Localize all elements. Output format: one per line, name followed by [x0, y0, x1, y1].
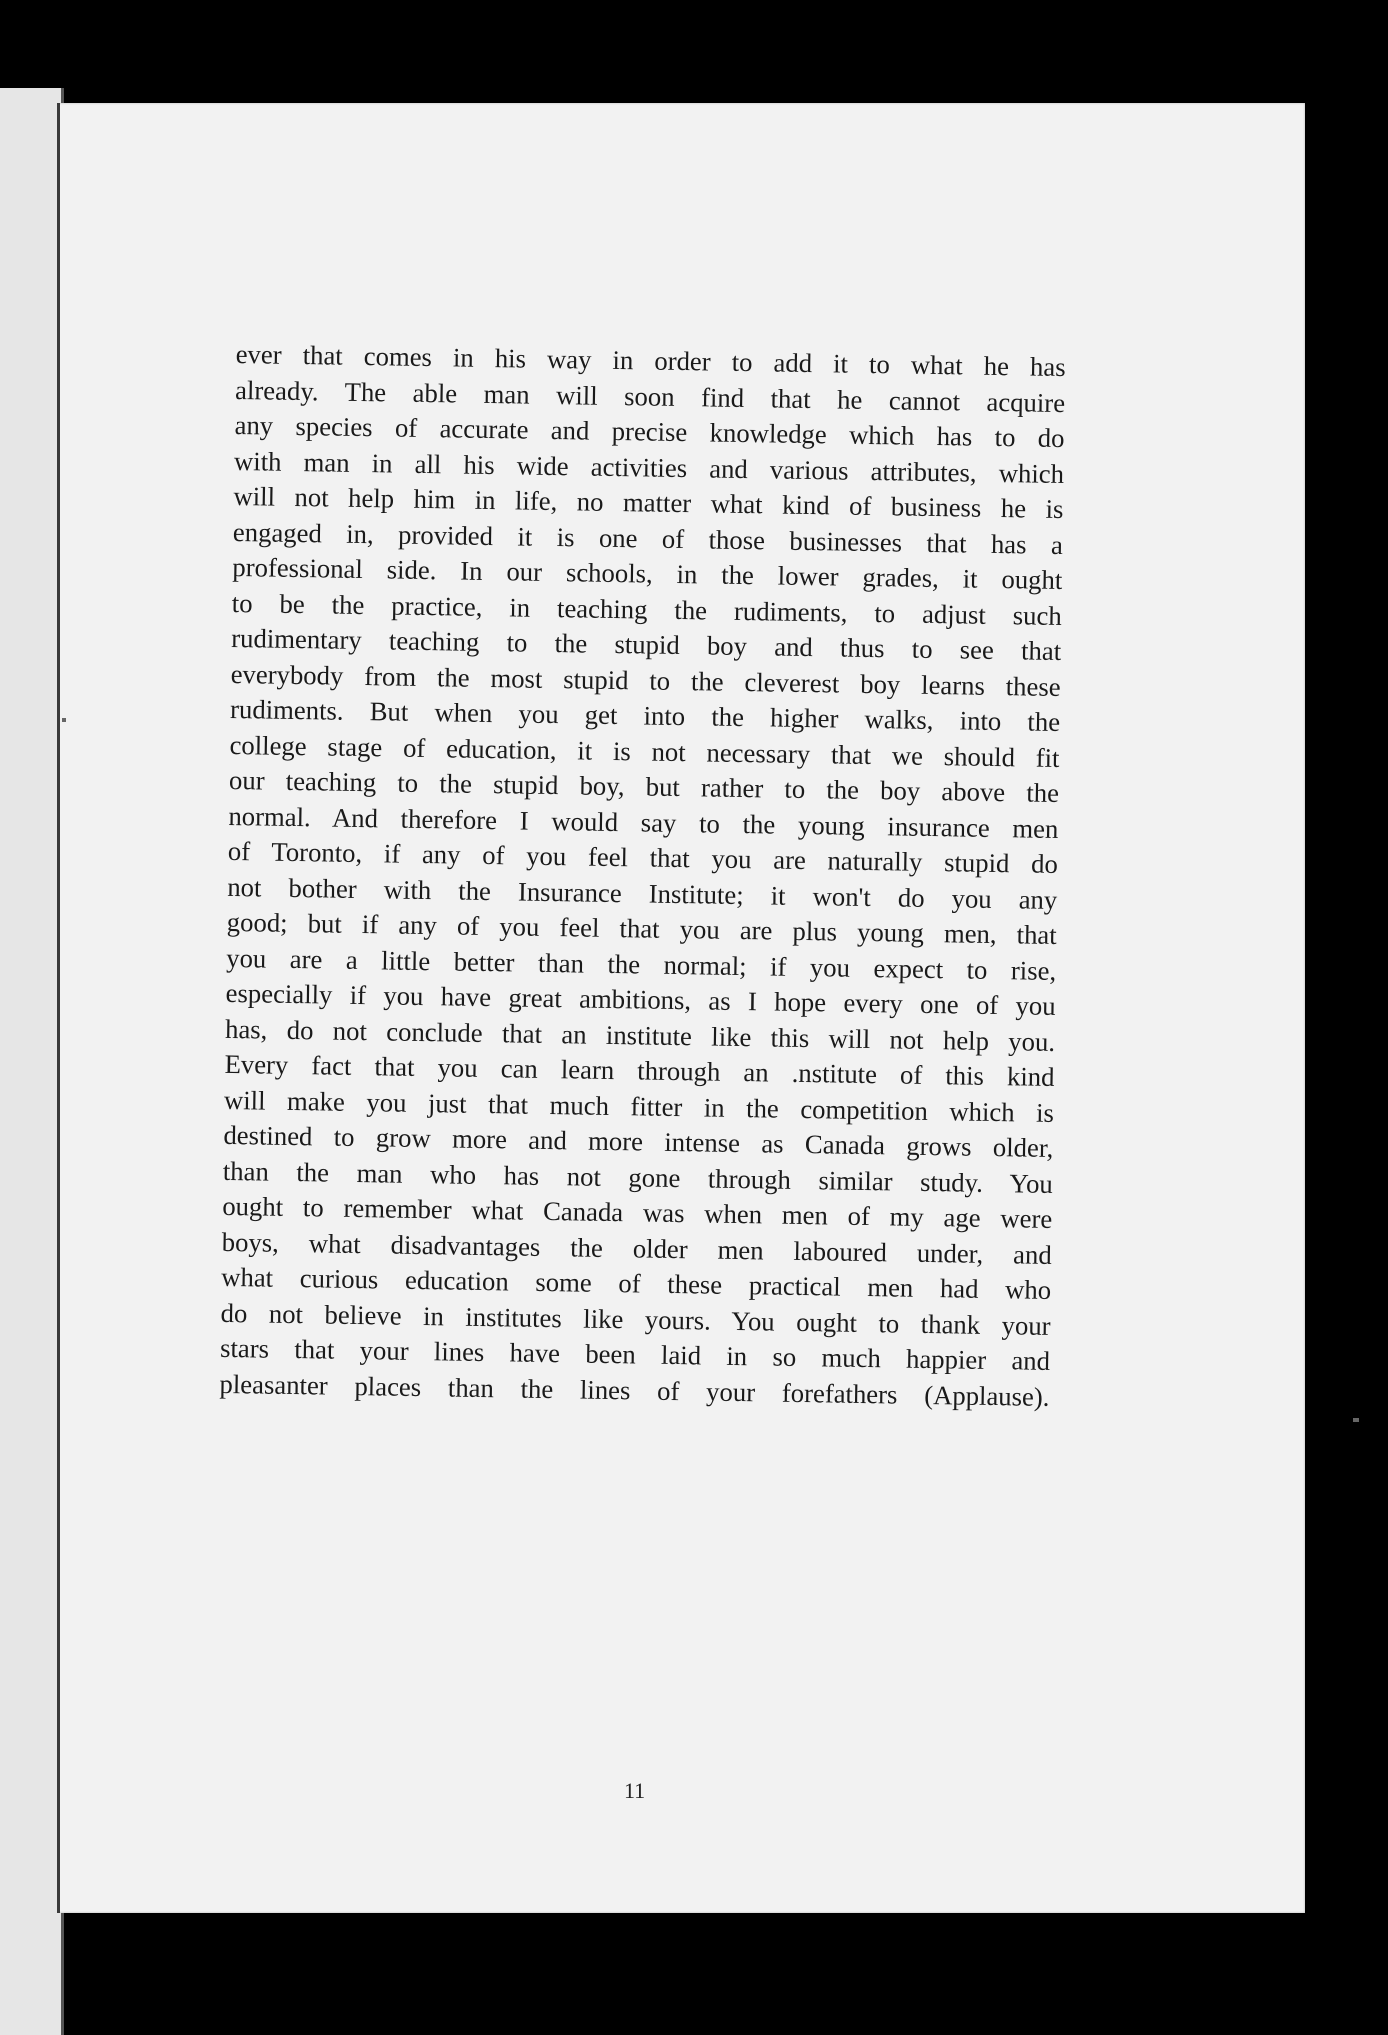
text-line: to be the practice, in teaching the rudiments, to adjust such: [231, 587, 1062, 631]
text-line: do not believe in institutes like yours. You ought to thank your: [220, 1297, 1051, 1341]
text-line: boys, what disadvantages the older men laboured under, and: [221, 1226, 1052, 1270]
text-line: good; but if any of you feel that you are plus young men, that: [226, 906, 1057, 950]
text-line: college stage of education, it is not necessary that we should fit: [229, 729, 1060, 773]
text-line: ought to remember what Canada was when men of my age were: [222, 1190, 1053, 1234]
text-line: especially if you have great ambitions, as I hope every one of you: [225, 977, 1056, 1021]
text-line: pleasanter places than the lines of your forefathers (Applause).: [219, 1368, 1050, 1412]
adjacent-page-edge: [0, 88, 64, 2035]
text-line: normal. And therefore I would say to the young insurance men: [228, 800, 1059, 844]
text-line: will make you just that much fitter in the competition which is: [223, 1084, 1055, 1128]
text-line: everybody from the most stupid to the cleverest boy learns these: [230, 658, 1061, 702]
text-line: of Toronto, if any of you feel that you are naturally stupid do: [227, 835, 1059, 879]
text-line: rudiments. But when you get into the higher walks, into the: [229, 693, 1061, 737]
text-line: already. The able man will soon find that he cannot acquire: [234, 374, 1066, 418]
text-line: you are a little better than the normal; if you expect to rise,: [226, 942, 1057, 986]
text-line: any species of accurate and precise knowledge which has to do: [234, 409, 1065, 454]
text-line: rudimentary teaching to the stupid boy and thus to see that: [231, 622, 1062, 666]
text-line: ever that comes in his way in order to add it to what he has: [235, 338, 1066, 383]
text-line: not bother with the Insurance Institute; it won't do you any: [227, 871, 1058, 915]
text-line: what curious education some of these practical men had who: [220, 1261, 1052, 1305]
text-line: has, do not conclude that an institute like this will not help you.: [224, 1013, 1056, 1057]
text-line: engaged in, provided it is one of those businesses that has a: [232, 516, 1064, 560]
text-line: destined to grow more and more intense as Canada grows older,: [223, 1119, 1054, 1163]
scan-speck: [62, 718, 66, 722]
text-line: Every fact that you can learn through an .nstitute of this kind: [224, 1048, 1055, 1092]
text-line: than the man who has not gone through similar study. You: [222, 1155, 1054, 1199]
text-line: our teaching to the stupid boy, but rather to the boy above the: [228, 764, 1060, 808]
page-number: 11: [624, 1778, 646, 1803]
text-line: with man in all his wide activities and various attributes, which: [233, 445, 1065, 489]
text-line: will not help him in life, no matter what kind of business he is: [233, 480, 1064, 525]
text-line: professional side. In our schools, in the lower grades, it ought: [232, 551, 1063, 596]
scan-speck: [1353, 1418, 1359, 1422]
page-left-border: [57, 103, 60, 1913]
text-line: stars that your lines have been laid in so much happier and: [219, 1332, 1051, 1376]
body-text: [219, 337, 1066, 1415]
